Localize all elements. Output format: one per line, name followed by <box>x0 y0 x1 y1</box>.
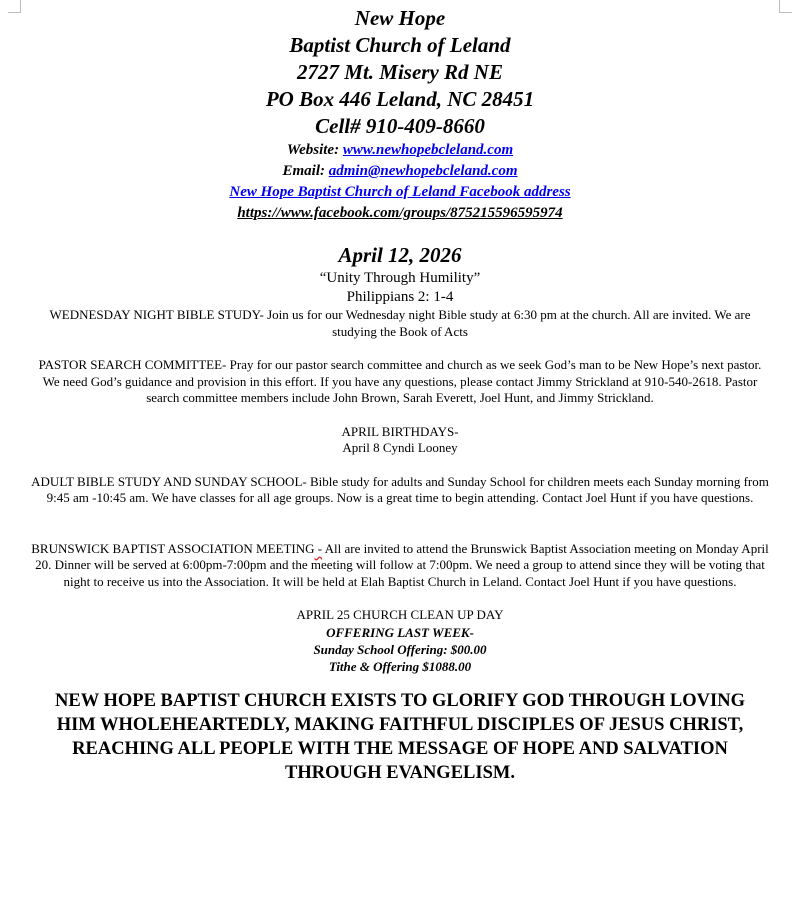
pastor-search-announcement: PASTOR SEARCH COMMITTEE- Pray for our pastor search committee and church as we seek God’s man to be New Hope’s next pastor. We need God’s guidance and provision in this effort. If you have any questions, please contact Jimmy Strickland at 910-540-2618. Pastor search committee members include John Brown, Sarah Everett, Joel Hunt, and Jimmy Strickland. <box>38 357 762 405</box>
bulletin-date: April 12, 2026 <box>338 243 462 267</box>
mailing-address: PO Box 446 Leland, NC 28451 <box>265 87 535 111</box>
facebook-link[interactable]: New Hope Baptist Church of Leland Facebook address <box>229 184 571 200</box>
birthday-entry: April 8 Cyndi Looney <box>342 440 458 455</box>
email-link[interactable]: admin@newhopebcleland.com <box>328 163 518 179</box>
offering-title: OFFERING LAST WEEK- <box>326 624 474 640</box>
adult-study-announcement: ADULT BIBLE STUDY AND SUNDAY SCHOOL- Bible study for adults and Sunday School for children meets each Sunday morning from 9:45 am -10:45 am. We have classes for all age groups. Now is a great time to begin attending. Contact Joel Hunt if you have questions. <box>31 473 769 505</box>
association-meeting-announcement <box>0 541 800 591</box>
mission-statement: NEW HOPE BAPTIST CHURCH EXISTS TO GLORIFY GOD THROUGH LOVING HIM WHOLEHEARTEDLY, MAKING FAITHFUL DISCIPLES OF JESUS CHRIST, REACHING ALL PEOPLE WITH THE MESSAGE OF HOPE AND SALVATION THROUGH EVANGELISM. <box>55 690 745 783</box>
church-name-line1: New Hope <box>354 6 446 30</box>
cell-phone: Cell# 910-409-8660 <box>315 114 485 138</box>
tithe-offering: Tithe & Offering $1088.00 <box>328 658 472 674</box>
association-body: All are invited to attend the Brunswick Baptist Association meeting on Monday April 20. Dinner will be served at 6:00pm-7:00pm and the meeting will follow at 7:00pm. We need a group to attend since they will be voting that night to receive us into the Association. It will be held at Elah Baptist Church in Leland. Contact Joel Hunt if you have questions. <box>35 540 769 589</box>
facebook-line <box>0 182 800 203</box>
church-name-line2: Baptist Church of Leland <box>289 33 511 57</box>
website-line <box>0 140 800 161</box>
sermon-theme: “Unity Through Humility” <box>319 270 481 286</box>
facebook-url-line <box>0 203 800 224</box>
facebook-url[interactable]: https://www.facebook.com/groups/875215596595974 <box>237 205 563 221</box>
website-link[interactable]: www.newhopebcleland.com <box>342 142 514 158</box>
association-separator: - <box>314 540 323 556</box>
birthdays-title: APRIL BIRTHDAYS- <box>341 423 459 439</box>
email-line <box>0 161 800 182</box>
website-label: Website: <box>286 142 340 158</box>
cleanup-day-announcement: APRIL 25 CHURCH CLEAN UP DAY <box>296 607 504 622</box>
association-title: BRUNSWICK BAPTIST ASSOCIATION MEETING <box>31 540 315 556</box>
sunday-school-offering: Sunday School Offering: $00.00 <box>313 641 487 657</box>
email-label: Email: <box>282 163 326 179</box>
scripture-reference: Philippians 2: 1-4 <box>346 289 454 305</box>
street-address: 2727 Mt. Misery Rd NE <box>297 60 503 84</box>
bible-study-announcement: WEDNESDAY NIGHT BIBLE STUDY- Join us for our Wednesday night Bible study at 6:30 pm at the church. All are invited. We are studying the Book of Acts <box>49 307 751 339</box>
